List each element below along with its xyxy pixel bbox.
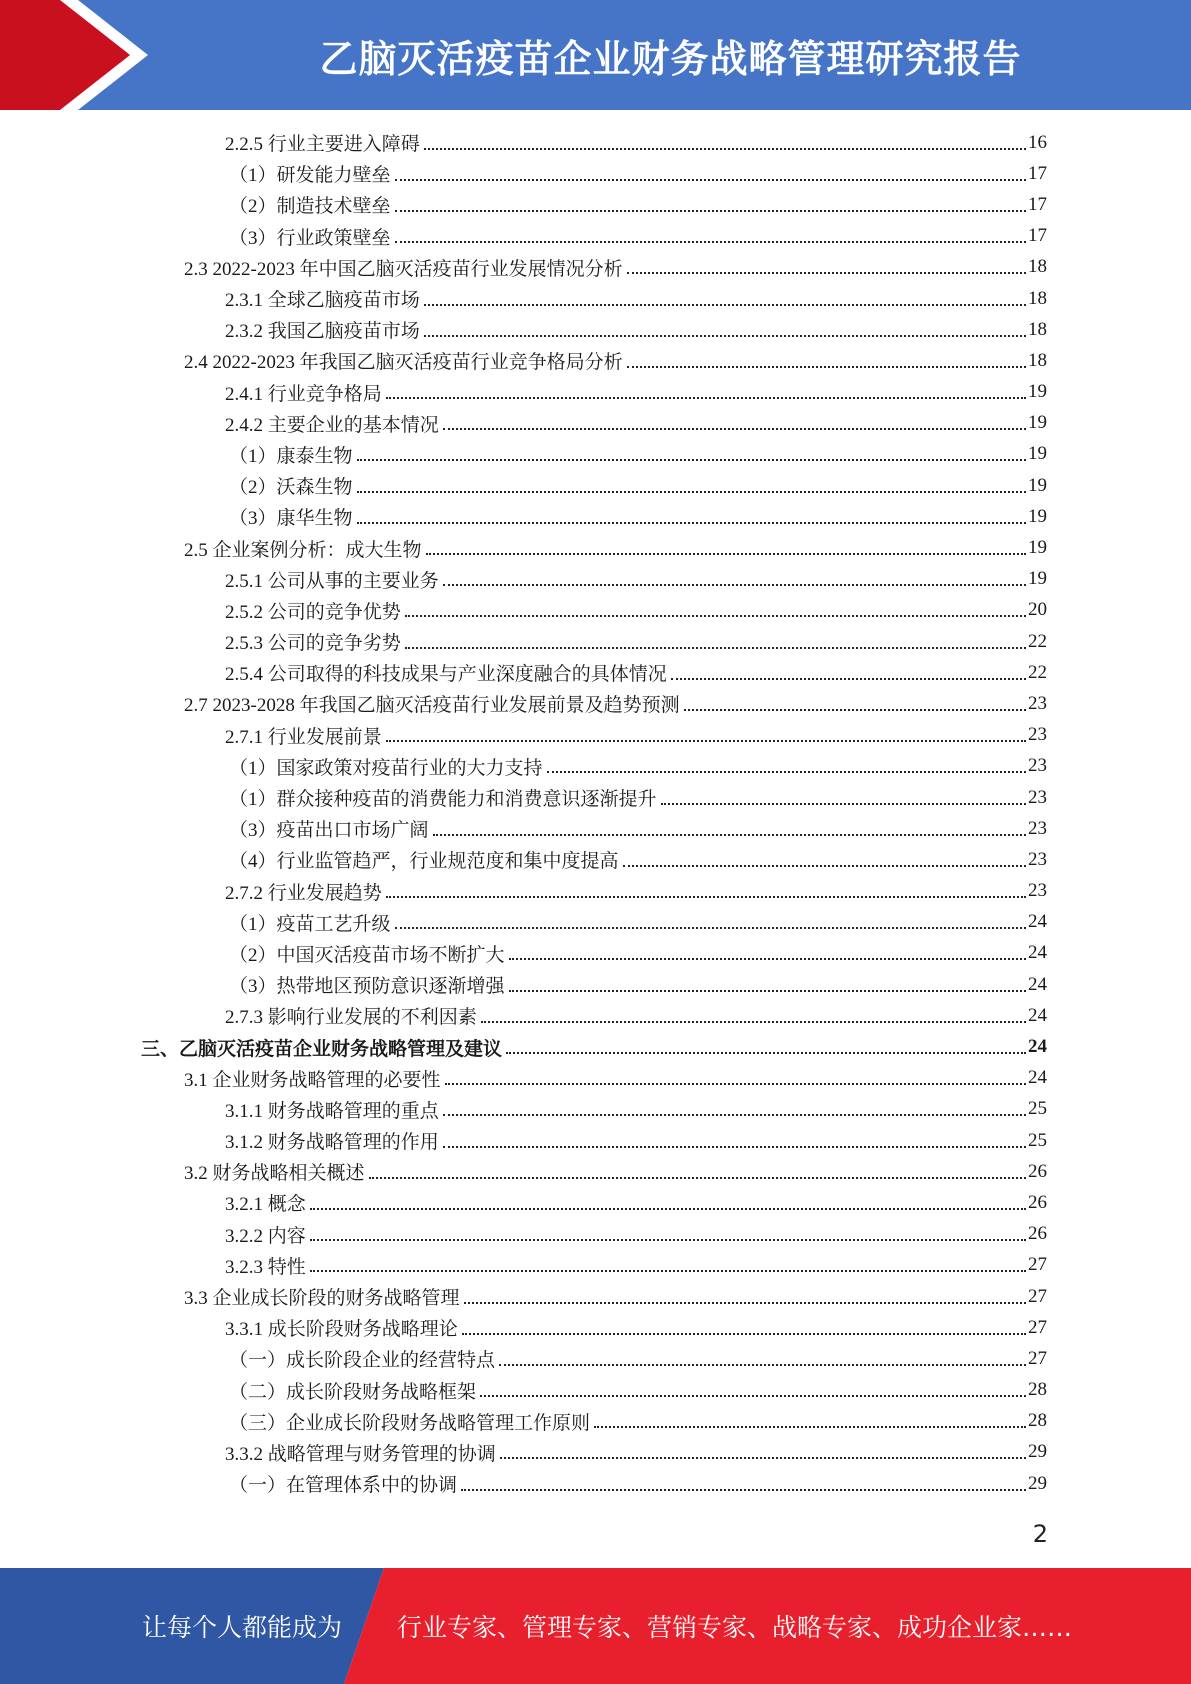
toc-entry-page: 19 [1028, 537, 1047, 559]
toc-entry-title: 2.2.5 行业主要进入障碍 [225, 134, 420, 156]
toc-entry-page: 18 [1028, 349, 1047, 371]
toc-entry-title: 三、乙脑灭活疫苗企业财务战略管理及建议 [141, 1038, 503, 1060]
toc-entry-page: 20 [1028, 599, 1047, 621]
toc-dot-leader [661, 803, 1026, 805]
toc-entry[interactable] [0, 1000, 1191, 1031]
footer-slogan-left: 让每个人都能成为 [142, 1613, 343, 1642]
toc-dot-leader [386, 740, 1026, 742]
toc-entry[interactable] [0, 1406, 1191, 1437]
toc-entry-page: 17 [1028, 162, 1047, 184]
toc-entry-title: （一）在管理体系中的协调 [229, 1475, 458, 1497]
toc-entry-title: 3.2.3 特性 [225, 1256, 306, 1278]
toc-dot-leader [395, 927, 1026, 929]
toc-dot-leader [443, 1114, 1026, 1116]
toc-entry-page: 22 [1028, 661, 1047, 683]
toc-entry-title: 3.2.2 内容 [225, 1225, 306, 1247]
toc-entry-page: 25 [1028, 1098, 1047, 1120]
toc-entry[interactable] [0, 813, 1191, 844]
toc-entry-page: 28 [1028, 1379, 1047, 1401]
toc-entry-page: 16 [1028, 131, 1047, 153]
toc-dot-leader [357, 522, 1026, 524]
toc-entry[interactable] [0, 189, 1191, 220]
footer-slogan-right: 行业专家、管理专家、营销专家、战略专家、成功企业家…… [397, 1613, 1073, 1642]
toc-dot-leader [310, 1270, 1026, 1272]
toc-entry-page: 26 [1028, 1160, 1047, 1182]
toc-entry-title: 3.2.1 概念 [225, 1194, 306, 1216]
toc-dot-leader [623, 865, 1026, 867]
toc-entry-page: 28 [1028, 1410, 1047, 1432]
toc-entry[interactable] [0, 158, 1191, 189]
toc-dot-leader [405, 647, 1026, 649]
toc-entry[interactable] [0, 1063, 1191, 1094]
toc-entry-page: 19 [1028, 381, 1047, 403]
toc-dot-leader [310, 1208, 1026, 1210]
toc-entry-page: 19 [1028, 568, 1047, 590]
toc-entry-page: 23 [1028, 786, 1047, 808]
toc-entry[interactable] [0, 1281, 1191, 1312]
toc-entry[interactable] [0, 657, 1191, 688]
toc-entry[interactable] [0, 969, 1191, 1000]
toc-entry[interactable] [0, 1094, 1191, 1125]
toc-entry[interactable] [0, 1250, 1191, 1281]
toc-entry-page: 29 [1028, 1472, 1047, 1494]
toc-entry-title: 2.7 2023-2028 年我国乙脑灭活疫苗行业发展前景及趋势预测 [184, 695, 680, 717]
toc-dot-leader [500, 1457, 1026, 1459]
toc-entry-title: 3.3.2 战略管理与财务管理的协调 [225, 1443, 496, 1465]
toc-entry[interactable] [0, 1312, 1191, 1343]
footer-banner [0, 1568, 1191, 1684]
toc-entry-title: （2）制造技术壁垒 [229, 196, 391, 218]
report-title: 乙脑灭活疫苗企业财务战略管理研究报告 [319, 36, 1022, 81]
toc-entry[interactable] [0, 844, 1191, 875]
toc-entry[interactable] [0, 1343, 1191, 1374]
toc-entry-title: （1）康泰生物 [229, 445, 353, 467]
toc-dot-leader [369, 1177, 1026, 1179]
page-number: 2 [1032, 1520, 1048, 1548]
toc-entry-title: （三）企业成长阶段财务战略管理工作原则 [229, 1412, 591, 1434]
toc-entry-title: 3.3.1 成长阶段财务战略理论 [225, 1319, 458, 1341]
toc-entry[interactable] [0, 532, 1191, 563]
toc-dot-leader [386, 397, 1026, 399]
toc-entry[interactable] [0, 1187, 1191, 1218]
toc-entry-title: （4）行业监管趋严，行业规范度和集中度提高 [229, 851, 619, 873]
toc-entry-title: （1）研发能力壁垒 [229, 165, 391, 187]
toc-entry[interactable] [0, 907, 1191, 938]
toc-entry-title: 2.5.4 公司取得的科技成果与产业深度融合的具体情况 [225, 664, 667, 686]
toc-entry[interactable] [0, 1156, 1191, 1187]
toc-entry-title: 3.3 企业成长阶段的财务战略管理 [184, 1288, 460, 1310]
toc-dot-leader [386, 896, 1026, 898]
toc-dot-leader [509, 990, 1026, 992]
toc-entry[interactable] [0, 127, 1191, 158]
toc-dot-leader [509, 958, 1026, 960]
toc-entry-page: 25 [1028, 1129, 1047, 1151]
toc-entry-page: 23 [1028, 817, 1047, 839]
toc-entry-title: 2.3 2022-2023 年中国乙脑灭活疫苗行业发展情况分析 [184, 258, 623, 280]
toc-entry[interactable] [0, 221, 1191, 252]
toc-entry-page: 19 [1028, 443, 1047, 465]
toc-dot-leader [671, 678, 1026, 680]
toc-dot-leader [433, 834, 1026, 836]
toc-dot-leader [424, 335, 1026, 337]
toc-entry-page: 24 [1028, 1036, 1047, 1058]
toc-dot-leader [627, 366, 1026, 368]
report-header [0, 0, 1191, 110]
toc-entry-page: 19 [1028, 505, 1047, 527]
toc-entry-title: 3.1.1 财务战略管理的重点 [225, 1100, 439, 1122]
toc-dot-leader [480, 1395, 1026, 1397]
toc-entry-title: 2.5.3 公司的竞争劣势 [225, 633, 401, 655]
toc-entry-page: 27 [1028, 1316, 1047, 1338]
toc-entry-page: 23 [1028, 692, 1047, 714]
toc-entry[interactable] [0, 1031, 1191, 1062]
toc-dot-leader [395, 179, 1026, 181]
toc-entry-title: 2.7.3 影响行业发展的不利因素 [225, 1007, 477, 1029]
toc-entry-page: 26 [1028, 1223, 1047, 1245]
toc-entry[interactable] [0, 688, 1191, 719]
toc-entry-title: （一）成长阶段企业的经营特点 [229, 1350, 496, 1372]
toc-dot-leader [627, 272, 1026, 274]
toc-entry-page: 29 [1028, 1441, 1047, 1463]
toc-entry[interactable] [0, 439, 1191, 470]
toc-entry[interactable] [0, 564, 1191, 595]
toc-entry[interactable] [0, 595, 1191, 626]
toc-dot-leader [426, 553, 1026, 555]
toc-dot-leader [405, 615, 1026, 617]
toc-entry-page: 19 [1028, 412, 1047, 434]
toc-entry[interactable] [0, 345, 1191, 376]
toc-dot-leader [310, 1239, 1026, 1241]
toc-entry-title: （二）成长阶段财务战略框架 [229, 1381, 477, 1403]
toc-entry[interactable] [0, 377, 1191, 408]
toc-entry-page: 17 [1028, 193, 1047, 215]
toc-entry[interactable] [0, 252, 1191, 283]
toc-entry-title: 3.1 企业财务战略管理的必要性 [184, 1069, 441, 1091]
toc-entry-title: （1）疫苗工艺升级 [229, 913, 391, 935]
toc-entry-title: （2）中国灭活疫苗市场不断扩大 [229, 944, 505, 966]
toc-entry-page: 18 [1028, 287, 1047, 309]
toc-entry-title: 2.3.1 全球乙脑疫苗市场 [225, 290, 420, 312]
toc-entry-page: 23 [1028, 724, 1047, 746]
toc-entry[interactable] [0, 408, 1191, 439]
toc-entry-page: 24 [1028, 1067, 1047, 1089]
toc-entry[interactable] [0, 1219, 1191, 1250]
toc-dot-leader [443, 584, 1026, 586]
toc-entry-title: （1）国家政策对疫苗行业的大力支持 [229, 757, 543, 779]
toc-dot-leader [461, 1489, 1026, 1491]
header-arrow-decoration [0, 0, 160, 110]
toc-dot-leader [445, 1083, 1026, 1085]
toc-dot-leader [443, 1146, 1026, 1148]
toc-entry[interactable] [0, 782, 1191, 813]
toc-entry[interactable] [0, 314, 1191, 345]
toc-entry-title: （2）沃森生物 [229, 477, 353, 499]
toc-entry-page: 24 [1028, 973, 1047, 995]
toc-entry[interactable] [0, 1437, 1191, 1468]
toc-dot-leader [464, 1302, 1026, 1304]
toc-entry-page: 26 [1028, 1191, 1047, 1213]
toc-dot-leader [443, 428, 1026, 430]
toc-entry[interactable] [0, 501, 1191, 532]
toc-entry-title: 2.4.1 行业竞争格局 [225, 383, 382, 405]
toc-entry-page: 27 [1028, 1254, 1047, 1276]
toc-entry[interactable] [0, 1375, 1191, 1406]
table-of-contents [0, 127, 1191, 1499]
toc-entry-title: 2.5 企业案例分析：成大生物 [184, 539, 422, 561]
toc-entry[interactable] [0, 720, 1191, 751]
toc-entry-page: 27 [1028, 1347, 1047, 1369]
toc-dot-leader [481, 1021, 1026, 1023]
toc-entry-title: （3）疫苗出口市场广阔 [229, 820, 429, 842]
toc-entry-title: 2.3.2 我国乙脑疫苗市场 [225, 321, 420, 343]
toc-entry[interactable] [0, 283, 1191, 314]
toc-entry[interactable] [0, 1125, 1191, 1156]
toc-entry-page: 24 [1028, 911, 1047, 933]
toc-entry-page: 23 [1028, 755, 1047, 777]
toc-dot-leader [506, 1052, 1026, 1054]
toc-dot-leader [357, 459, 1026, 461]
toc-entry-page: 19 [1028, 474, 1047, 496]
toc-entry-page: 18 [1028, 318, 1047, 340]
toc-entry-page: 27 [1028, 1285, 1047, 1307]
toc-entry-page: 18 [1028, 256, 1047, 278]
toc-dot-leader [395, 241, 1026, 243]
toc-dot-leader [547, 771, 1026, 773]
toc-entry[interactable] [0, 1468, 1191, 1499]
toc-dot-leader [684, 709, 1026, 711]
toc-entry-page: 24 [1028, 942, 1047, 964]
toc-entry-title: 2.4.2 主要企业的基本情况 [225, 414, 439, 436]
toc-entry-page: 22 [1028, 630, 1047, 652]
toc-entry-title: 3.1.2 财务战略管理的作用 [225, 1132, 439, 1154]
toc-entry-page: 17 [1028, 225, 1047, 247]
toc-entry[interactable] [0, 470, 1191, 501]
toc-dot-leader [594, 1426, 1026, 1428]
toc-entry-title: 2.7.1 行业发展前景 [225, 726, 382, 748]
toc-dot-leader [424, 304, 1026, 306]
toc-dot-leader [499, 1364, 1026, 1366]
toc-entry[interactable] [0, 626, 1191, 657]
toc-entry-page: 23 [1028, 880, 1047, 902]
toc-entry-title: 2.5.1 公司从事的主要业务 [225, 570, 439, 592]
toc-entry-title: （1）群众接种疫苗的消费能力和消费意识逐渐提升 [229, 789, 657, 811]
toc-entry-title: （3）康华生物 [229, 508, 353, 530]
toc-entry[interactable] [0, 938, 1191, 969]
toc-entry-title: （3）热带地区预防意识逐渐增强 [229, 976, 505, 998]
toc-entry-title: 2.4 2022-2023 年我国乙脑灭活疫苗行业竞争格局分析 [184, 352, 623, 374]
toc-entry[interactable] [0, 876, 1191, 907]
toc-entry-title: （3）行业政策壁垒 [229, 227, 391, 249]
toc-entry-title: 2.5.2 公司的竞争优势 [225, 601, 401, 623]
toc-dot-leader [462, 1333, 1026, 1335]
toc-entry-page: 24 [1028, 1004, 1047, 1026]
toc-entry-page: 23 [1028, 848, 1047, 870]
toc-dot-leader [424, 148, 1026, 150]
toc-entry-title: 2.7.2 行业发展趋势 [225, 882, 382, 904]
toc-dot-leader [357, 491, 1026, 493]
toc-entry-title: 3.2 财务战略相关概述 [184, 1163, 365, 1185]
toc-entry[interactable] [0, 751, 1191, 782]
toc-dot-leader [395, 210, 1026, 212]
